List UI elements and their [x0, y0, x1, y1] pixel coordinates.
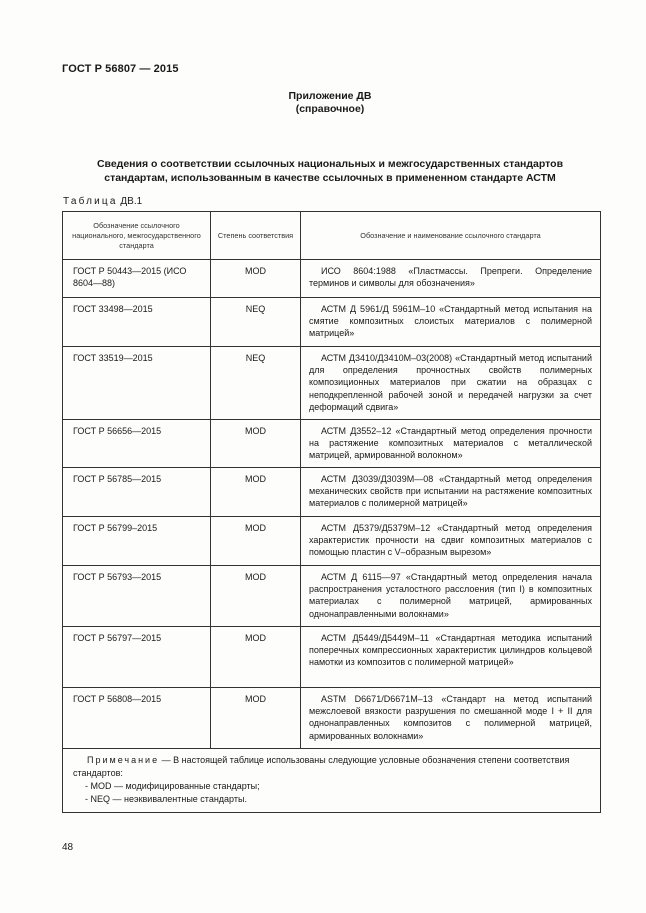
cell-standard: ГОСТ Р 56785—2015 [63, 468, 211, 517]
cell-degree: MOD [211, 688, 301, 749]
header-reference-standard: Обозначение и наименование ссылочного стандарта [301, 212, 601, 260]
cell-degree: MOD [211, 468, 301, 517]
table-row [63, 260, 601, 298]
cell-degree: MOD [211, 566, 301, 627]
table-row [63, 298, 601, 347]
note-label: Примечание [87, 755, 160, 765]
table-header-row [63, 212, 601, 260]
cell-reference [301, 260, 601, 298]
reference-text: АСТМ Д3410/Д3410М–03(2008) «Стандартный метод испытаний для определения прочностных свойств полимерных композиционных материалов при сжатии на образцах с неподкрепленной рабочей зоной и передачей нагрузки за счет деформаций сдвига» [309, 353, 592, 412]
table-row [63, 688, 601, 749]
cell-standard: ГОСТ Р 56793—2015 [63, 566, 211, 627]
table-row [63, 566, 601, 627]
cell-reference [301, 420, 601, 468]
note-heading [73, 754, 590, 780]
table-label-word: Таблица [63, 196, 118, 207]
cell-reference [301, 627, 601, 688]
cell-standard: ГОСТ Р 50443—2015 (ИСО 8604—88) [63, 260, 211, 298]
cell-reference [301, 517, 601, 566]
header-degree: Степень соответствия [211, 212, 301, 260]
cell-standard: ГОСТ Р 56808—2015 [63, 688, 211, 749]
section-title-line-1: Сведения о соответствии ссылочных национальных и межгосударственных стандартов [96, 158, 564, 170]
section-title [62, 157, 598, 185]
cell-reference [301, 347, 601, 420]
cell-standard: ГОСТ 33498—2015 [63, 298, 211, 347]
note-text: — В настоящей таблице использованы следующие условные обозначения степени соответствия стандартов: [73, 755, 570, 778]
cell-degree: NEQ [211, 298, 301, 347]
reference-text: АСТМ Д 5961/Д 5961М–10 «Стандартный метод испытания на смятие композитных слоистых материалов с полимерной матрицей» [309, 304, 592, 339]
cell-reference [301, 688, 601, 749]
reference-text: АСТМ Д 6115—97 «Стандартный метод определения начала распространения усталостного расслоения (тип I) в композитных материалах с полимерной матрицей, армированных однонаправленными волокнами» [309, 572, 592, 619]
cell-standard: ГОСТ Р 56797—2015 [63, 627, 211, 688]
reference-text: АСТМ Д3039/Д3039М—08 «Стандартный метод определения механических свойств при испытании на растяжение композитных материалов с полимерной матрицей» [309, 474, 592, 509]
cell-reference [301, 298, 601, 347]
cell-degree: MOD [211, 517, 301, 566]
note-item-mod: - MOD — модифицированные стандарты; [85, 781, 260, 791]
table-row [63, 420, 601, 468]
cell-standard: ГОСТ Р 56656—2015 [63, 420, 211, 468]
reference-text: АСТМ Д5449/Д5449М–11 «Стандартная методика испытаний поперечных компрессионных характеристик цилиндров кольцевой намотки из композитов с полимерной матрицей» [309, 633, 592, 668]
cell-standard: ГОСТ 33519—2015 [63, 347, 211, 420]
appendix-subtitle: (справочное) [295, 103, 365, 115]
note-item-neq: - NEQ — неэквивалентные стандарты. [85, 794, 247, 804]
reference-text: ИСО 8604:1988 «Пластмассы. Препреги. Определение терминов и символы для обозначения» [309, 266, 592, 289]
standards-table [62, 211, 601, 813]
appendix-title: Приложение ДВ [288, 90, 372, 102]
header-national-standard: Обозначение ссылочного национального, межгосударственного стандарта [63, 212, 211, 260]
cell-reference [301, 468, 601, 517]
table-label [63, 196, 142, 207]
cell-degree: NEQ [211, 347, 301, 420]
cell-degree: MOD [211, 420, 301, 468]
reference-text: ASTM D6671/D6671M–13 «Стандарт на метод испытаний межслоевой вязкости разрушения по смешанной моде I + II для однонаправленных композитов с полимерной матрицей, армированных волокнами» [309, 694, 592, 741]
table-row [63, 517, 601, 566]
table-label-number: ДВ.1 [120, 196, 143, 207]
cell-standard: ГОСТ Р 56799–2015 [63, 517, 211, 566]
section-title-line-2: стандартам, использованным в качестве ссылочных в примененном стандарте АСТМ [104, 172, 556, 184]
table-row [63, 627, 601, 688]
cell-degree: MOD [211, 260, 301, 298]
table-row [63, 347, 601, 420]
table-note-row [63, 749, 601, 813]
cell-degree: MOD [211, 627, 301, 688]
reference-text: АСТМ Д3552–12 «Стандартный метод определения прочности на растяжение композитных материалов с металлической матрицей, армированной волокном» [309, 426, 592, 461]
table-note [63, 749, 601, 813]
page-number: 48 [62, 842, 74, 853]
cell-reference [301, 566, 601, 627]
table-row [63, 468, 601, 517]
document-id: ГОСТ Р 56807 — 2015 [62, 63, 179, 75]
reference-text: АСТМ Д5379/Д5379М–12 «Стандартный метод определения характеристик прочности на сдвиг композитных материалов с помощью пластин с V–образным вырезом» [309, 523, 592, 558]
appendix-heading [0, 90, 646, 116]
